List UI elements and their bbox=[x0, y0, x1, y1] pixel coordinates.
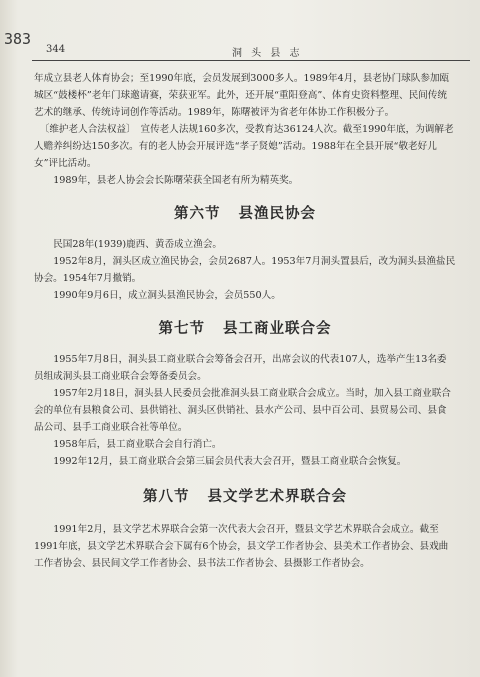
handwritten-page-number: 383 bbox=[4, 30, 32, 48]
section-heading bbox=[34, 320, 456, 337]
section-title: 县工商业联合会 bbox=[223, 320, 332, 337]
section-number: 第六节 bbox=[174, 205, 221, 222]
paragraph: 年成立县老人体育协会；至1990年底，会员发展到3000多人。1989年4月，县老协门球队参加瓯城区“鼓楼杯”老年门球邀请赛，荣获亚军。此外，还开展“重阳登高”、体育史资料整理、民间传统艺术的继承、传统诗词创作等活动。1989年，陈曙被评为省老年体协工作积极分子。 bbox=[34, 73, 450, 118]
section-title: 县文学艺术界联合会 bbox=[207, 488, 347, 505]
paragraph: 1958年后，县工商业联合会自行消亡。 bbox=[53, 439, 222, 450]
paragraph: 1990年9月6日，成立洞头县渔民协会，会员550人。 bbox=[53, 290, 281, 301]
book-title: 洞 头 县 志 bbox=[232, 48, 303, 59]
paragraph: 1955年7月8日，洞头县工商业联合会筹备会召开，出席会议的代表107人，选举产生13名委员组成洞头县工商业联合会筹备委员会。 bbox=[34, 354, 447, 382]
section-number: 第八节 bbox=[143, 488, 190, 505]
page-number: 344 bbox=[46, 44, 66, 55]
running-header bbox=[32, 44, 472, 60]
paragraph: 1989年，县老人协会会长陈曙荣获全国老有所为精英奖。 bbox=[53, 175, 299, 186]
paragraph: 〔维护老人合法权益〕 宣传老人法规160多次，受教育达36124人次。截至1990年底，为调解老人赡养纠纷达150多次。有的老人协会开展评选“孝子贤媳”活动。1988年在全县开展“敬老好儿女”评比活动。 bbox=[34, 124, 454, 169]
paragraph: 1991年2月，县文学艺术界联合会第一次代表大会召开，暨县文学艺术界联合会成立。截至1991年底，县文学艺术界联合会下属有6个协会，县文学工作者协会、县美术工作者协会、县戏曲工作者协会、县民间文学工作者协会、县书法工作者协会、县摄影工作者协会。 bbox=[34, 524, 449, 569]
paragraph: 民国28年(1939)鹿西、黄岙成立渔会。 bbox=[53, 239, 223, 250]
section-heading bbox=[34, 488, 456, 505]
section-title: 县渔民协会 bbox=[238, 205, 316, 222]
paragraph: 1957年2月18日，洞头县人民委员会批准洞头县工商业联合会成立。当时，加入县工商业联合会的单位有县粮食公司、县供销社、洞头区供销社、县水产公司、县中百公司、县贸易公司、县食品公司、县手工商业联合社等单位。 bbox=[34, 388, 451, 433]
header-rule bbox=[32, 60, 470, 61]
section-number: 第七节 bbox=[158, 320, 205, 337]
paragraph: 1952年8月，洞头区成立渔民协会，会员2687人。1953年7月洞头置县后，改为洞头县渔盐民协会。1954年7月撤销。 bbox=[34, 256, 456, 284]
section-heading bbox=[34, 205, 456, 222]
paragraph: 1992年12月，县工商业联合会第三届会员代表大会召开，暨县工商业联合会恢复。 bbox=[53, 456, 407, 467]
page-content bbox=[34, 70, 456, 572]
